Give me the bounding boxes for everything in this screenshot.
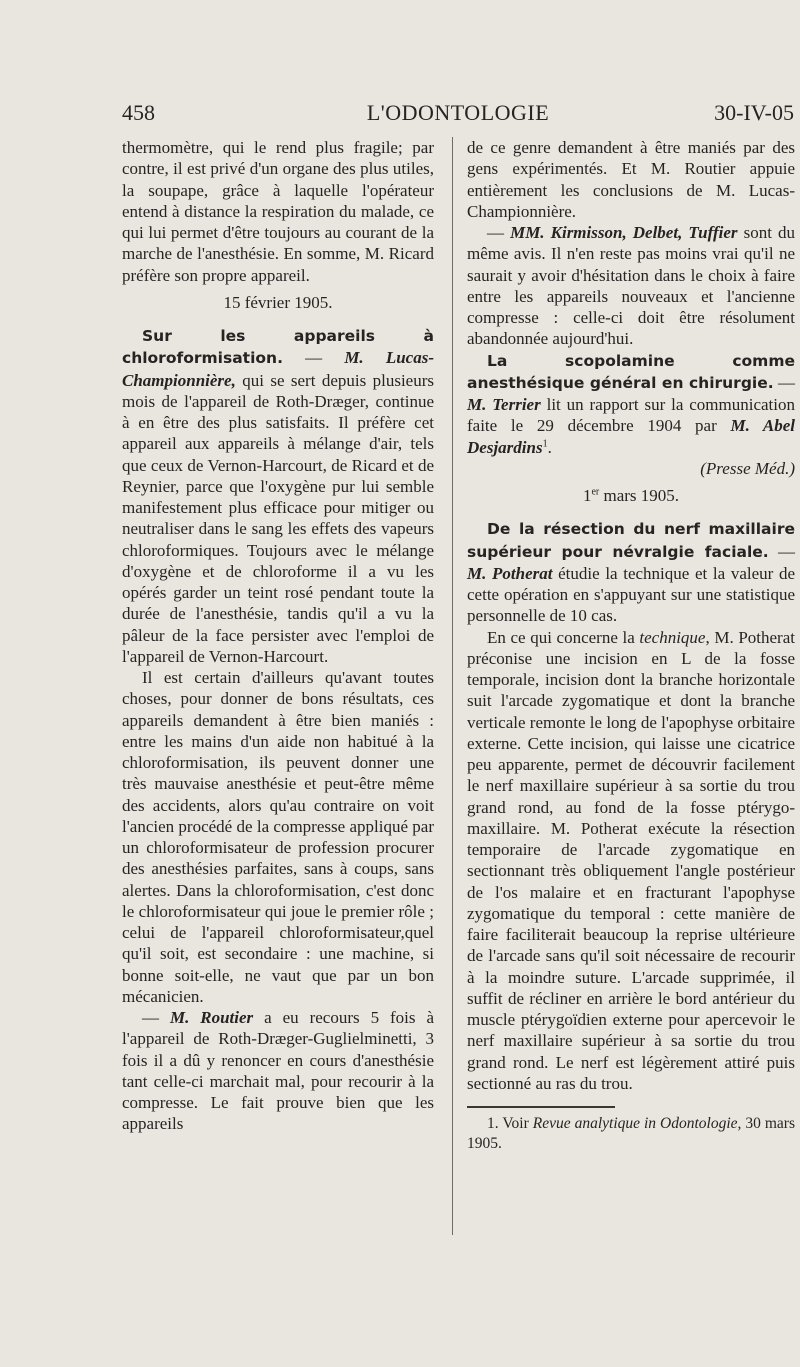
section-heading-scopolamine: La scopolamine comme anesthésique général en chirurgie. (467, 351, 795, 392)
author-name: M. Terrier (467, 395, 541, 414)
running-header (122, 100, 794, 130)
session-date: 1er mars 1905. (582, 486, 680, 505)
journal-title: L'ODONTOLOGIE (366, 100, 550, 125)
column-divider (452, 137, 453, 1235)
author-name: M. Potherat (467, 563, 553, 583)
right-column (467, 137, 795, 1154)
paragraph: Il est certain d'ailleurs qu'avant toutes choses, pour donner de bons résultats, ces appareils demandent à être bien maniés : entre les mains d'un aide non habitué à la chloroformisation, ils peuvent donner une très mauvaise anesthésie et peut-être même des accidents, alors qu'au contraire on voit l'ancien procédé de la compresse appliqué par un chloroformisateur de profession procurer des anesthésies parfaites, sans à coups, sans alertes. Dans la chloroformisation, c'est donc le chloroformisateur qui joue le premier rôle ; celui de l'appareil chloroformisateur,quel qu'il soit, est secondaire : une machine, si bonne soit-elle, ne vaut que par un bon mécanicien. (122, 668, 434, 1006)
source-citation: (Presse Méd.) (700, 458, 795, 478)
paragraph-routier: — M. Routier a eu recours 5 fois à l'appareil de Roth-Dræger-Guglielminetti, 3 fois il a dû y renoncer en cours d'anesthésie tant celle-ci marchait mal, pour recourir à la compresse. Le fait prouve bien que les appareils (122, 1008, 434, 1134)
author-name: M. Lucas-Championnière, (122, 348, 435, 390)
paragraph-continuation: de ce genre demandent à être maniés par des gens expérimentés. Et M. Routier appuie entièrement les conclusions de M. Lucas-Championnière. (467, 138, 795, 221)
author-name: M. Abel Desjardins (467, 416, 795, 457)
session-date: 15 février 1905. (223, 292, 333, 312)
footnote-marker: 1 (542, 437, 548, 449)
paragraph-resection: De la résection du nerf maxillaire supérieur pour névralgie faciale. — M. Potherat étudie la technique et la valeur de cette opération en s'appuyant sur une statistique personnelle de 10 cas. (467, 520, 795, 626)
author-name: M. Routier (169, 1008, 254, 1027)
paragraph-continuation: thermomètre, qui le rend plus fragile; par contre, il est privé d'un organe des plus utiles, la soupape, grâce à laquelle l'opérateur entend à distance la respiration du malade, ce qui lui permet d'être toujours au courant de la marche de l'anesthésie. En somme, M. Ricard préfère son propre appareil. (122, 138, 434, 285)
section-heading-chloroformisation: Sur les appareils à chloroformisation. (122, 327, 434, 368)
footnote-rule (467, 1106, 615, 1108)
paragraph-technique: En ce qui concerne la technique, M. Potherat préconise une incision en L de la fosse temporale, incision dont la branche horizontale suit l'arcade zygomatique et dont la branche verticale remonte le long de l'apophyse orbitaire externe. Cette incision, qui laisse une cicatrice peu apparente, permet de découvrir facilement le nerf maxillaire supérieur à sa sortie du trou grand rond, au fond de la fosse ptérygo-maxillaire. M. Potherat exécute la résection temporaire de l'arcade zygomatique en sectionnant très obliquement l'angle postérieur de l'os malaire et en fracturant l'apophyse zygomatique du temporal : cette manière de faire faciliterait beaucoup la reprise ultérieure de l'arcade sans qu'il soit nécessaire de recourir à la moindre suture. L'arcade supprimée, il suffit de récliner en arrière le bord antérieur du muscle ptérygoïdien externe pour apercevoir le nerf maxillaire supérieur à sa sortie du trou grand rond. Le nerf est légèrement attiré puis sectionné au ras du trou. (467, 627, 795, 1093)
issue-date: 30-IV-05 (714, 100, 794, 125)
section-heading-resection: De la résection du nerf maxillaire supérieur pour névralgie faciale. (467, 520, 795, 561)
page-number: 458 (122, 100, 155, 125)
footnote: 1. Voir Revue analytique in Odontologie, 30 mars 1905. (467, 1115, 795, 1152)
author-names: MM. Kirmisson, Delbet, Tuffier (510, 223, 738, 242)
left-column (122, 137, 434, 1135)
paragraph-scopolamine: La scopolamine comme anesthésique général en chirurgie. — M. Terrier lit un rapport sur la communication faite le 29 décembre 1904 par M. Abel Desjardins$^1$. (467, 351, 796, 457)
paragraph-chloroformisation: Sur les appareils à chloroformisation. — M. Lucas-Championnière, qui se sert depuis plusieurs mois de l'appareil de Roth-Dræger, continue à en être des plus satisfaits. Il préfère cet appareil aux appareils à mélange d'air, tels que ceux de Vernon-Harcourt, de Ricard et de Reynier, parce que l'oxygène pur lui semble manifestement plus efficace pour mitiger ou neutraliser dans le sang les effets des vapeurs chloroformiques. Toujours avec le mélange d'oxygène et de chloroforme il a vu les opérés garder un teint rosé pendant toute la durée de l'anesthésie, tandis qu'il a vu la pâleur de la face persister avec l'emploi de l'appareil de Vernon-Harcourt. (122, 327, 435, 666)
paragraph-kirmisson: — MM. Kirmisson, Delbet, Tuffier sont du même avis. Il n'en reste pas moins vrai qu'il ne saurait y avoir d'hésitation dans le choix à faire entre les appareils nouveaux et l'ancienne compresse : celle-ci doit être résolument abandonnée aujourd'hui. (467, 223, 796, 349)
